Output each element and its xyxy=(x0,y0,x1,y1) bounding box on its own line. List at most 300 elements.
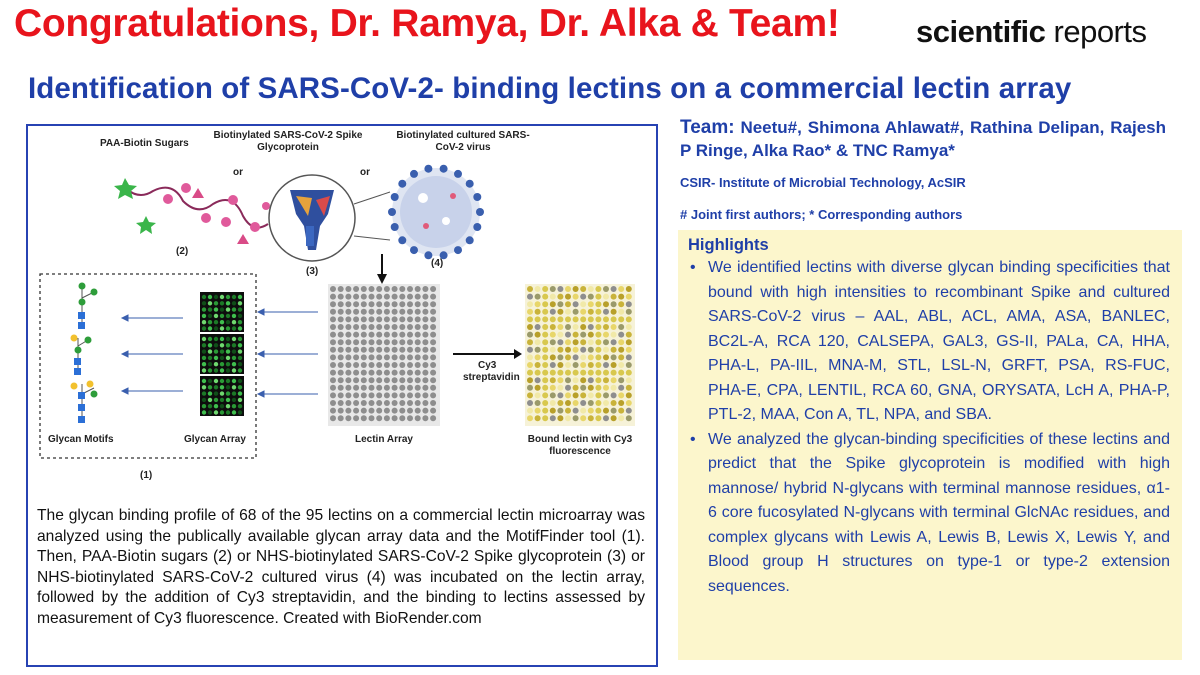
lectin-spot xyxy=(376,385,382,391)
lectin-spot xyxy=(415,385,421,391)
bound-spot xyxy=(565,339,571,345)
glycan-array-spot xyxy=(232,326,236,330)
lectin-spot xyxy=(392,408,398,414)
lectin-spot xyxy=(338,370,344,376)
bound-spot xyxy=(573,354,579,360)
bound-spot xyxy=(611,392,617,398)
journal-logo-bold: scientific xyxy=(916,14,1046,49)
bound-spot xyxy=(588,377,594,383)
lectin-spot xyxy=(422,309,428,315)
lectin-spot xyxy=(407,286,413,292)
glycan-array-spot xyxy=(238,314,242,318)
lectin-spot xyxy=(369,286,375,292)
glycan-array-spot xyxy=(232,410,236,414)
lectin-spot xyxy=(384,294,390,300)
lectin-spot xyxy=(415,339,421,345)
lectin-spot xyxy=(430,385,436,391)
bound-spot xyxy=(611,354,617,360)
glycan-array-spot xyxy=(214,295,218,299)
lectin-spot xyxy=(353,339,359,345)
lectin-spot xyxy=(422,400,428,406)
lectin-spot xyxy=(422,362,428,368)
label-lectin-array: Lectin Array xyxy=(355,434,413,445)
virus-spike xyxy=(440,165,448,173)
glycan-array-spot xyxy=(220,349,224,353)
glycan-array-spot xyxy=(226,385,230,389)
glycan-array-spot xyxy=(214,314,218,318)
bound-spot xyxy=(535,370,541,376)
bound-spot xyxy=(603,339,609,345)
bound-spot xyxy=(626,385,632,391)
lectin-spot xyxy=(407,354,413,360)
lectin-spot xyxy=(330,400,336,406)
glycan-array-spot xyxy=(226,391,230,395)
bound-spot xyxy=(535,385,541,391)
lectin-spot xyxy=(392,362,398,368)
journal-logo xyxy=(916,14,1147,50)
glycan-array-spot xyxy=(208,295,212,299)
bound-spot xyxy=(565,354,571,360)
bound-spot xyxy=(588,354,594,360)
glycan-array-spot xyxy=(202,307,206,311)
bullet-icon: • xyxy=(690,259,696,276)
bound-spot xyxy=(557,354,563,360)
lectin-spot xyxy=(392,392,398,398)
lectin-spot xyxy=(361,362,367,368)
glycan-array-spot xyxy=(220,356,224,360)
lectin-spot xyxy=(399,415,405,421)
glycan-array-spot xyxy=(220,314,224,318)
lectin-spot xyxy=(399,324,405,330)
lectin-spot xyxy=(384,385,390,391)
bound-spot xyxy=(527,347,533,353)
bound-spot xyxy=(527,415,533,421)
bound-spot xyxy=(527,392,533,398)
lectin-spot xyxy=(330,415,336,421)
lectin-spot xyxy=(384,324,390,330)
bound-spot xyxy=(557,370,563,376)
bound-spot xyxy=(595,316,601,322)
glycan-array-spot xyxy=(202,368,206,372)
lectin-spot xyxy=(407,294,413,300)
lectin-spot xyxy=(330,316,336,322)
lectin-spot xyxy=(376,301,382,307)
lectin-spot xyxy=(422,339,428,345)
lectin-spot xyxy=(407,339,413,345)
joint-authors-note: # Joint first authors; * Corresponding authors xyxy=(680,207,963,222)
glycan-array-spot xyxy=(226,398,230,402)
glycan-array-spot xyxy=(232,379,236,383)
lectin-spot xyxy=(399,408,405,414)
glycan-array-spot xyxy=(214,391,218,395)
glycan-array-spot xyxy=(220,404,224,408)
bound-spot xyxy=(626,347,632,353)
bound-spot xyxy=(535,324,541,330)
paper-title: Identification of SARS-CoV-2- binding lectins on a commercial lectin array xyxy=(28,72,1072,105)
bound-spot xyxy=(595,332,601,338)
bound-spot xyxy=(527,316,533,322)
glycan-array-spot xyxy=(208,362,212,366)
bound-spot xyxy=(618,415,624,421)
lectin-spot xyxy=(369,347,375,353)
glycan-array-spot xyxy=(220,379,224,383)
lectin-spot xyxy=(361,415,367,421)
bound-spot xyxy=(542,316,548,322)
bound-spot xyxy=(611,294,617,300)
lectin-spot xyxy=(392,316,398,322)
journal-logo-regular: reports xyxy=(1053,14,1147,49)
glycan-array-spot xyxy=(226,356,230,360)
bound-spot xyxy=(603,415,609,421)
lectin-spot xyxy=(399,339,405,345)
glycan-array-spot xyxy=(220,398,224,402)
glycan-array-spot xyxy=(232,362,236,366)
glycan-array-spot xyxy=(208,301,212,305)
bound-spot xyxy=(542,332,548,338)
glycan-array-spot xyxy=(214,349,218,353)
lectin-spot xyxy=(407,347,413,353)
bound-spot xyxy=(550,362,556,368)
lectin-spot xyxy=(369,309,375,315)
bound-spot xyxy=(595,370,601,376)
lectin-spot xyxy=(338,309,344,315)
bound-spot xyxy=(527,377,533,383)
lectin-spot xyxy=(415,362,421,368)
lectin-spot xyxy=(392,370,398,376)
lectin-spot xyxy=(345,324,351,330)
lectin-spot xyxy=(361,347,367,353)
glycan-array-spot xyxy=(232,314,236,318)
bound-spot xyxy=(588,316,594,322)
lectin-spot xyxy=(392,294,398,300)
glycan-array-spot xyxy=(238,326,242,330)
lectin-spot xyxy=(392,309,398,315)
bound-spot xyxy=(550,400,556,406)
lectin-spot xyxy=(392,400,398,406)
virus-illustration xyxy=(388,165,484,260)
bound-spot xyxy=(588,324,594,330)
lectin-spot xyxy=(369,370,375,376)
lectin-spot xyxy=(361,385,367,391)
bound-spot xyxy=(626,316,632,322)
bound-spot xyxy=(603,332,609,338)
lectin-spot xyxy=(407,309,413,315)
glycan-array-spot xyxy=(238,343,242,347)
bound-spot xyxy=(565,377,571,383)
bound-spot xyxy=(557,339,563,345)
bound-spot xyxy=(542,392,548,398)
bound-spot xyxy=(611,362,617,368)
bound-spot xyxy=(580,415,586,421)
lectin-spot xyxy=(407,370,413,376)
bound-spot xyxy=(618,316,624,322)
lectin-spot xyxy=(384,377,390,383)
glycan-array-spot xyxy=(202,410,206,414)
bound-spot xyxy=(573,385,579,391)
glycan-array-spot xyxy=(208,349,212,353)
lectin-spot xyxy=(384,362,390,368)
glycan-array-spot xyxy=(214,404,218,408)
glycan-array-spot xyxy=(208,343,212,347)
bound-spot xyxy=(580,354,586,360)
lectin-spot xyxy=(345,385,351,391)
glycan-array-spot xyxy=(232,391,236,395)
virus-spike xyxy=(388,208,396,216)
lectin-spot xyxy=(422,408,428,414)
bound-spot xyxy=(588,301,594,307)
lectin-spot xyxy=(430,301,436,307)
bound-spot xyxy=(603,377,609,383)
lectin-spot xyxy=(345,408,351,414)
bound-spot xyxy=(573,377,579,383)
label-bound-1: Bound lectin with Cy3 xyxy=(527,434,633,445)
glycan-array-spot xyxy=(238,320,242,324)
lectin-spot xyxy=(361,370,367,376)
glycan-array-spot xyxy=(220,337,224,341)
lectin-spot xyxy=(376,354,382,360)
virus-spike xyxy=(398,236,406,244)
lectin-spot xyxy=(369,316,375,322)
lectin-spot xyxy=(430,370,436,376)
glycan-array-spot xyxy=(214,337,218,341)
glycan-array-spot xyxy=(226,314,230,318)
bound-spot xyxy=(580,309,586,315)
bound-spot xyxy=(527,286,533,292)
glycan-array-spot xyxy=(214,398,218,402)
bound-spot xyxy=(550,286,556,292)
figure-box xyxy=(26,124,658,667)
bound-spot xyxy=(535,354,541,360)
bound-spot xyxy=(527,324,533,330)
lectin-spot xyxy=(338,392,344,398)
bound-spot xyxy=(535,347,541,353)
bound-spot xyxy=(626,392,632,398)
bound-spot xyxy=(527,370,533,376)
lectin-spot xyxy=(422,316,428,322)
bound-spot xyxy=(626,301,632,307)
glycan-array-spot xyxy=(226,362,230,366)
bound-spot xyxy=(603,286,609,292)
bound-spot xyxy=(557,400,563,406)
glycan-array-spot xyxy=(214,326,218,330)
lectin-spot xyxy=(369,415,375,421)
bound-spot xyxy=(542,339,548,345)
glycan-array-spot xyxy=(208,337,212,341)
lectin-spot xyxy=(430,354,436,360)
lectin-spot xyxy=(338,286,344,292)
bound-spot xyxy=(557,392,563,398)
glycan-array-spot xyxy=(238,385,242,389)
bound-spot xyxy=(588,415,594,421)
bound-spot xyxy=(618,294,624,300)
glycan-array-spot xyxy=(226,301,230,305)
virus-spike xyxy=(410,170,418,178)
glycan-array-spot xyxy=(208,314,212,318)
lectin-spot xyxy=(392,324,398,330)
label-virus-1: Biotinylated cultured SARS- xyxy=(396,130,530,141)
lectin-spot xyxy=(338,354,344,360)
bound-spot xyxy=(535,392,541,398)
lectin-spot xyxy=(392,332,398,338)
lectin-spot xyxy=(353,415,359,421)
glycan-array-spot xyxy=(238,349,242,353)
bound-spot xyxy=(603,362,609,368)
lectin-spot xyxy=(430,324,436,330)
bound-spot xyxy=(588,408,594,414)
lectin-spot xyxy=(330,309,336,315)
bound-spot xyxy=(626,286,632,292)
bound-spot xyxy=(565,324,571,330)
bound-spot xyxy=(611,301,617,307)
lectin-spot xyxy=(330,362,336,368)
graphical-abstract-figure xyxy=(28,126,655,496)
glycan-array-spot xyxy=(238,398,242,402)
bound-spot xyxy=(535,415,541,421)
bound-spot xyxy=(580,362,586,368)
glycan-array-spot xyxy=(220,295,224,299)
bound-spot xyxy=(595,392,601,398)
bound-spot xyxy=(535,400,541,406)
bound-spot xyxy=(557,309,563,315)
glycan-array-spot xyxy=(214,343,218,347)
bound-spot xyxy=(565,347,571,353)
bound-spot xyxy=(611,339,617,345)
glycan-array-spot xyxy=(226,307,230,311)
bound-spot xyxy=(565,385,571,391)
lectin-spot xyxy=(369,324,375,330)
lectin-spot xyxy=(415,408,421,414)
lectin-spot xyxy=(361,316,367,322)
lectin-spot xyxy=(376,370,382,376)
glycan-array-spot xyxy=(214,301,218,305)
lectin-spot xyxy=(384,354,390,360)
bound-spot xyxy=(580,370,586,376)
bound-spot xyxy=(565,316,571,322)
bound-spot xyxy=(618,286,624,292)
bound-spot xyxy=(557,385,563,391)
bound-spot xyxy=(588,286,594,292)
lectin-spot xyxy=(384,332,390,338)
highlight-text: We analyzed the glycan-binding specificities of these lectins and predict that the Spike glycoprotein is modified with high mannose/ hybrid N-glycans with terminal mannose residues, α1-6 core fucosylated N-glycans with terminal GlcNAc residues, and complex glycans with Lewis A, Lewis B, Lewis X, Lewis Y, and Blood group H structures on type-1 or type-2 extension sequences. xyxy=(708,430,1170,595)
lectin-spot xyxy=(361,408,367,414)
bound-spot xyxy=(618,354,624,360)
bound-spot xyxy=(565,294,571,300)
lectin-spot xyxy=(407,415,413,421)
lectin-spot xyxy=(361,339,367,345)
glycan-motif-1 xyxy=(78,283,98,330)
glycan-array-spot xyxy=(202,391,206,395)
bound-spot xyxy=(626,377,632,383)
bound-spot xyxy=(603,316,609,322)
glycan-array-spot xyxy=(232,404,236,408)
virus-spike xyxy=(466,180,474,188)
glycan-array-spot xyxy=(226,368,230,372)
bound-spot xyxy=(595,309,601,315)
bound-spot xyxy=(603,354,609,360)
lectin-spot xyxy=(376,332,382,338)
lectin-spot xyxy=(345,415,351,421)
lectin-spot xyxy=(338,339,344,345)
glycan-array-spot xyxy=(238,391,242,395)
highlights-box xyxy=(678,230,1182,660)
glycan-array-spot xyxy=(232,301,236,305)
glycan-array-group xyxy=(200,292,244,416)
bound-spot xyxy=(618,309,624,315)
bound-spot xyxy=(557,286,563,292)
lectin-spot xyxy=(338,294,344,300)
glycan-array-spot xyxy=(220,410,224,414)
bound-spot xyxy=(573,286,579,292)
down-arrow-head xyxy=(377,274,387,284)
bound-spot xyxy=(588,392,594,398)
glycan-array-spot xyxy=(202,295,206,299)
lectin-spot xyxy=(384,286,390,292)
bound-spot xyxy=(588,294,594,300)
lectin-spot xyxy=(361,354,367,360)
spike-glycoprotein-illustration xyxy=(269,175,390,261)
bound-spot xyxy=(565,408,571,414)
lectin-spot xyxy=(415,392,421,398)
lectin-spot xyxy=(422,294,428,300)
lectin-spot xyxy=(345,354,351,360)
bound-spot xyxy=(580,316,586,322)
bound-spot xyxy=(626,370,632,376)
lectin-spot xyxy=(376,286,382,292)
glycan-array-spot xyxy=(202,398,206,402)
lectin-spot xyxy=(330,385,336,391)
lectin-spot xyxy=(338,408,344,414)
bound-spot xyxy=(535,332,541,338)
lectin-spot xyxy=(330,294,336,300)
lectin-spot xyxy=(369,392,375,398)
lectin-spot xyxy=(422,347,428,353)
glycan-array-spot xyxy=(226,410,230,414)
lectin-spot xyxy=(353,392,359,398)
glycan-array-spot xyxy=(208,320,212,324)
lectin-spot xyxy=(361,377,367,383)
bound-spot xyxy=(588,385,594,391)
label-glycan-motifs: Glycan Motifs xyxy=(48,434,114,445)
lectin-spot xyxy=(399,377,405,383)
lectin-spot xyxy=(376,294,382,300)
lectin-spot xyxy=(430,415,436,421)
lectin-spot xyxy=(376,316,382,322)
bound-spot xyxy=(580,392,586,398)
glycan-array-spot xyxy=(214,379,218,383)
lectin-spot xyxy=(399,301,405,307)
bound-spot xyxy=(626,354,632,360)
glycan-array-spot xyxy=(220,362,224,366)
lectin-spot xyxy=(415,286,421,292)
bound-spot xyxy=(565,301,571,307)
bound-spot xyxy=(542,301,548,307)
bound-spot xyxy=(573,324,579,330)
bound-spot xyxy=(611,415,617,421)
bound-spot xyxy=(535,339,541,345)
glycan-array-spot xyxy=(238,295,242,299)
lectin-spot xyxy=(384,316,390,322)
lectin-spot xyxy=(338,324,344,330)
bound-spot xyxy=(626,362,632,368)
lectin-spot xyxy=(353,377,359,383)
bound-spot xyxy=(626,332,632,338)
label-streptavidin: streptavidin xyxy=(463,372,520,383)
lectin-spot xyxy=(361,286,367,292)
glycan-array-spot xyxy=(220,326,224,330)
bound-spot xyxy=(580,286,586,292)
bound-spot xyxy=(588,347,594,353)
bound-spot xyxy=(580,385,586,391)
